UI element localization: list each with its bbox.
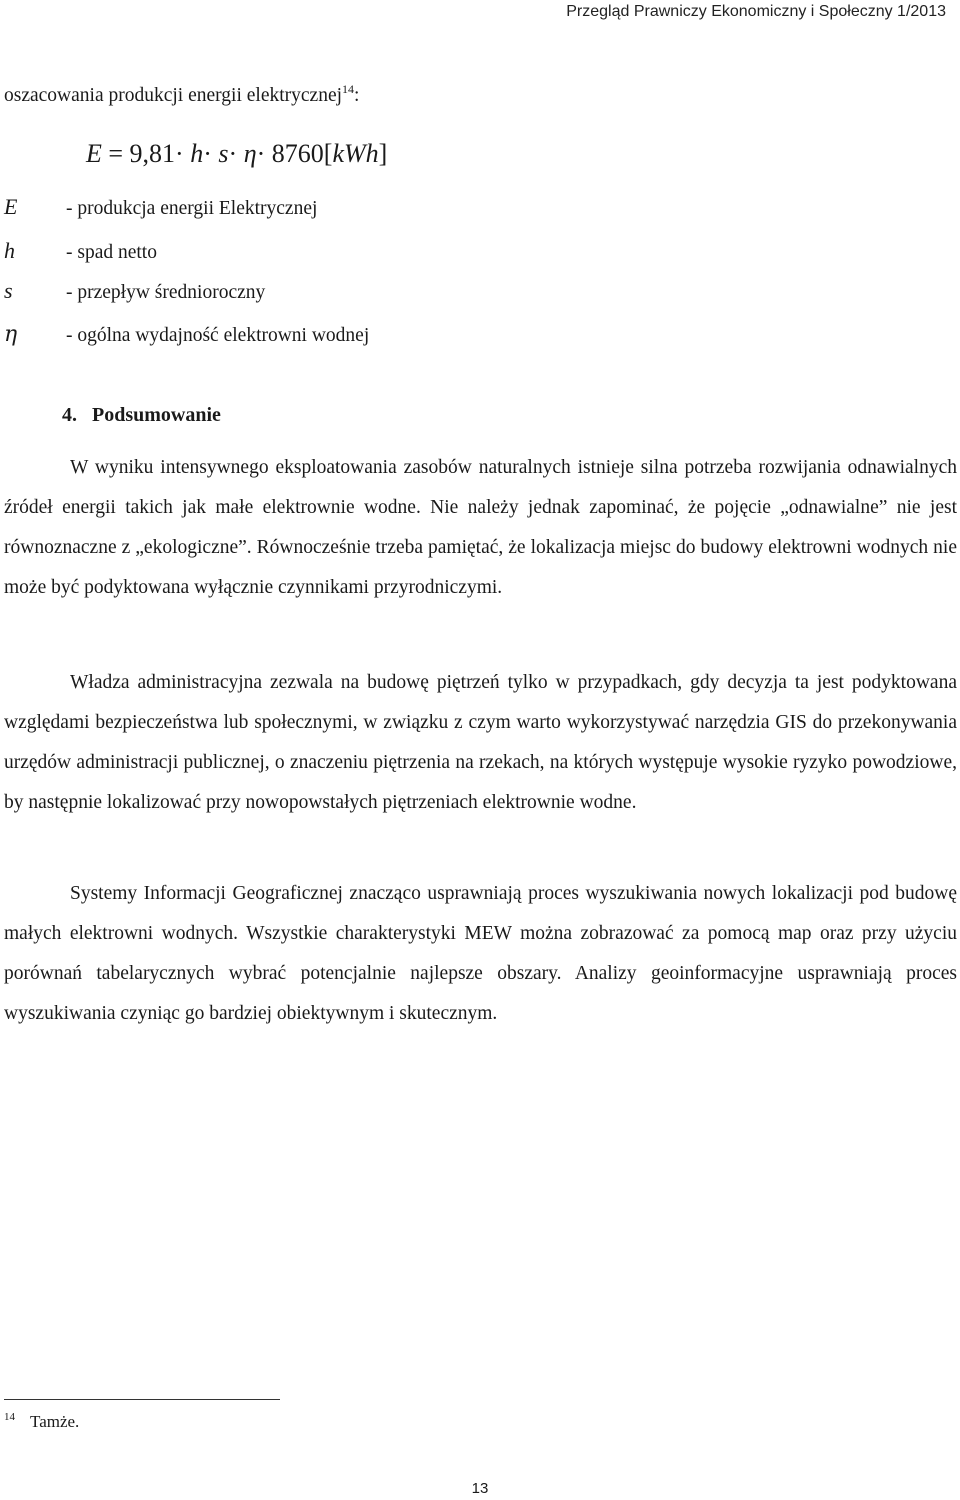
formula-rest: 8760[ <box>271 139 333 168</box>
legend-item-e <box>4 194 317 220</box>
section-number: 4. <box>62 404 77 426</box>
section-title: Podsumowanie <box>92 404 221 426</box>
footnote-text: Tamże. <box>30 1412 80 1431</box>
legend-text: - spad netto <box>66 242 157 263</box>
legend-symbol: E <box>4 194 18 219</box>
formula-dot-3: · <box>256 139 266 168</box>
legend-item-h <box>4 238 157 264</box>
formula-eta: η <box>243 139 257 168</box>
energy-formula <box>86 139 387 169</box>
intro-text: oszacowania produkcji energii elektrycznej <box>4 85 343 106</box>
legend-symbol: h <box>4 238 15 263</box>
paragraph-1: W wyniku intensywnego eksploatowania zasobów naturalnych istnieje silna potrzeba rozwijania odnawialnych źródeł energii takich jak małe elektrownie wodne. Nie należy jednak zapominać, że pojęcie „odnawialne” nie jest równoznaczne z „ekologiczne”. Równocześnie trzeba pamiętać, że lokalizacja miejsc do budowy elektrowni wodnych nie może być podyktowana wyłącznie czynnikami przyrodniczymi. <box>4 457 957 598</box>
formula-eq: = 9,81· <box>101 139 184 168</box>
formula-h: h <box>190 139 204 168</box>
formula-dot-1: · <box>203 139 212 168</box>
page-number: 13 <box>471 1480 489 1497</box>
running-header: Przegląd Prawniczy Ekonomiczny i Społeczny 1/2013 <box>566 3 946 20</box>
paragraph-2: Władza administracyjna zezwala na budowę piętrzeń tylko w przypadkach, gdy decyzja ta jest podyktowana względami bezpieczeństwa lub społecznymi, w związku z czym warto wykorzystywać narzędzia GIS do przekonywania urzędów administracji publicznej, o znaczeniu piętrzenia na rzekach, na których występuje wysokie ryzyko powodziowe, by następnie lokalizować przy nowopowstałych piętrzeniach elektrownie wodne. <box>4 672 957 813</box>
legend-text: - ogólna wydajność elektrowni wodnej <box>66 325 370 346</box>
formula-close: ] <box>378 139 388 168</box>
formula-unit: kWh <box>332 139 379 168</box>
intro-colon: : <box>354 85 360 106</box>
intro-line <box>4 82 359 107</box>
formula-s: s <box>218 139 229 168</box>
footnote-ref: 14 <box>342 82 355 96</box>
footnote <box>4 1411 79 1432</box>
section-heading <box>62 404 221 427</box>
legend-text: - przepływ średnioroczny <box>66 282 266 303</box>
formula-lhs: E <box>86 139 102 168</box>
footnote-separator <box>4 1399 280 1400</box>
legend-item-s <box>4 278 265 304</box>
legend-symbol: s <box>4 278 13 303</box>
legend-item-eta <box>4 322 369 347</box>
paragraph-3: Systemy Informacji Geograficznej znacząco usprawniają proces wyszukiwania nowych lokalizacji pod budowę małych elektrowni wodnych. Wszystkie charakterystyki MEW można zobrazować za pomocą map oraz przy użyciu porównań tabelarycznych wybrać potencjalnie najlepsze obszary. Analizy geoinformacyjne usprawniają proces wyszukiwania czyniąc go bardziej obiektywnym i skutecznym. <box>4 883 957 1024</box>
formula-dot-2: · <box>228 139 238 168</box>
footnote-number: 14 <box>4 1411 15 1423</box>
legend-text: - produkcja energii Elektrycznej <box>66 198 318 219</box>
legend-symbol: η <box>4 322 18 347</box>
